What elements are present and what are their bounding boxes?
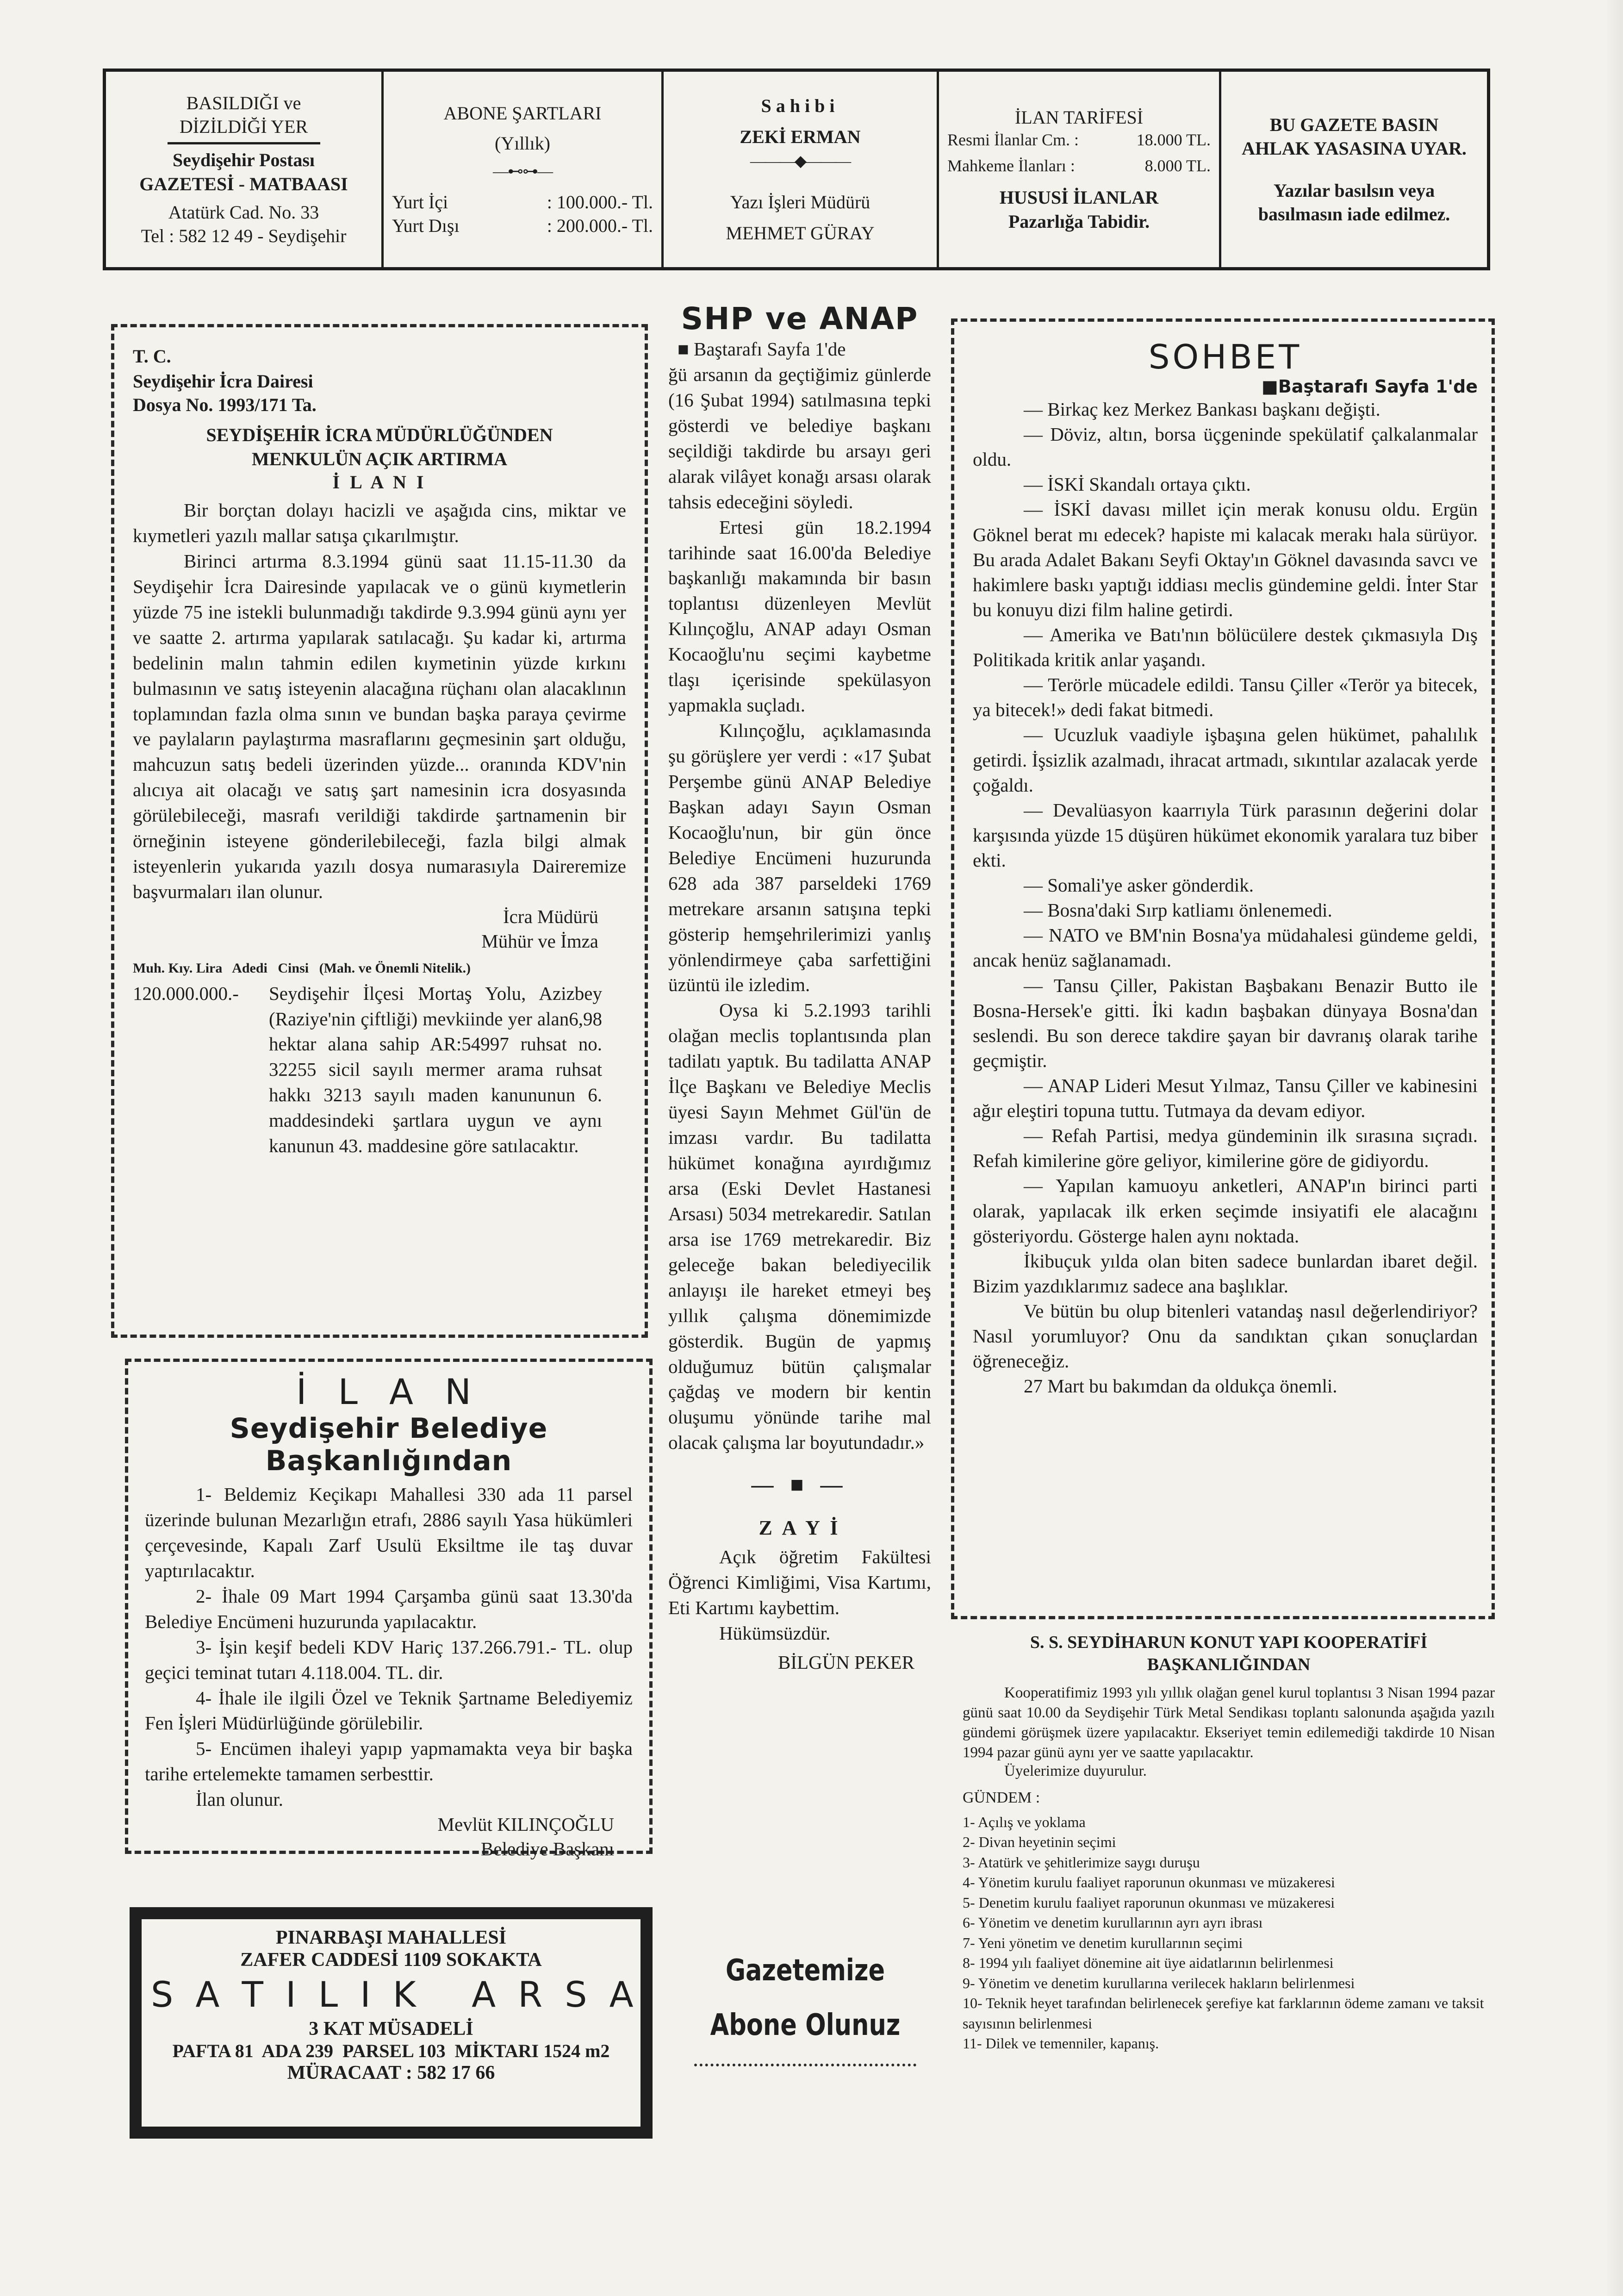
sohbet-paragraph: — Somali'ye asker gönderdik. <box>1024 874 1254 896</box>
notice-sign-name: Mevlüt KILINÇOĞLU <box>437 1814 614 1835</box>
printed-title: BASILDIĞI ve DİZİLDİĞİ YER <box>179 92 308 137</box>
icra-item-description: Seydişehir İlçesi Mortaş Yolu, Azizbey (Raziye'nin çiftliği) mevkiinde yer alan6,98 hektar alana sahip AR:54997 ruhsat no. 32255 sicil sayılı mermer arama ruhsat hakkı 3213 sayılı maden kanununun 6. maddesindeki şartlara uygun ve aynı kanunun 43. maddesine göre satılacaktır. <box>269 982 602 1157</box>
sohbet-paragraph: İkibuçuk yılda olan biten sadece bunlardan ibaret değil. Bizim yazdıklarımız sadece ana başlıklar. <box>973 1250 1478 1297</box>
notice-subtitle: Seydişehir Belediye Başkanlığından <box>230 1412 548 1477</box>
article-paragraph: Ertesi gün 18.2.1994 tarihinde saat 16.00'da Belediye başkanlığı makamında bir basın toplantısı düzenleyen Mevlüt Kılınçoğlu, ANAP adayı Osman Kocaoğlu'nu seçimi kaybetme tlaşı içerisinde spekülasyon yapmakla suçladı. <box>668 516 931 716</box>
icra-item <box>133 981 626 1159</box>
subscribe-promo <box>685 1953 926 2148</box>
icra-table-header: Muh. Kıy. Lira Adedi Cinsi (Mah. ve Önemli Nitelik.) <box>133 960 471 976</box>
notice-sign-title: Belediye Başkanı <box>480 1838 614 1860</box>
icra-body <box>133 498 626 905</box>
court-price: 8.000 TL. <box>1144 156 1211 175</box>
icra-item-value: 120.000.000.- <box>133 982 239 1004</box>
icra-org: T. C. Seydişehir İcra Dairesi <box>133 346 313 392</box>
masthead-ethics <box>1221 72 1487 267</box>
shp-anap-article <box>662 301 939 1893</box>
ad-floors: 3 KAT MÜSADELİ <box>309 2018 473 2040</box>
printed-phone: Tel : 582 12 49 - Seydişehir <box>141 225 347 246</box>
agenda-item: 9- Yönetim ve denetim kurullarına verilecek hakların belirlenmesi <box>963 1974 1355 1991</box>
lost-notice-closing: Hükümsüzdür. <box>719 1622 831 1644</box>
agenda-item: 10- Teknik heyet tarafından belirlenecek şerefiye kat farklarının ödeme zamanı ve taksit sayısının belirlenmesi <box>963 1995 1484 2032</box>
official-label: Resmi İlanlar Cm. : <box>947 131 1079 150</box>
sohbet-title: SOHBET <box>1148 337 1302 376</box>
notice-item: 3- İşin keşif bedeli KDV Hariç 137.266.791.- TL. olup geçici teminat tutarı 4.118.004. TL. dir. <box>145 1636 633 1683</box>
sohbet-paragraph: — Devalüasyon kaarrıyla Türk parasının değerini dolar karşısında yüzde 15 düşüren hükümet ekonomik yaralara tuz biber ekti. <box>973 799 1478 871</box>
private-note: Pazarlığa Tabidir. <box>1008 211 1150 232</box>
ads-official <box>947 129 1211 150</box>
article-title: SHP ve ANAP <box>681 301 919 337</box>
sohbet-paragraph: — Terörle mücadele edildi. Tansu Çiller «Terör ya bitecek, ya bitecek!» dedi fakat bitmedi. <box>973 674 1478 721</box>
editor-name: MEHMET GÜRAY <box>726 222 875 243</box>
sohbet-paragraph: Ve bütün bu olup bitenleri vatandaş nasıl değerlendiriyor? Nasıl yorumluyor? Onu da sandıktan çıkan sonuçlardan öğreneceğiz. <box>973 1300 1478 1372</box>
promo-line-1: Gazetemize <box>725 1953 885 1988</box>
subscription-title: ABONE ŞARTLARI <box>443 102 602 124</box>
sohbet-paragraph: — Amerika ve Batı'nın bölücülere destek çıkmasıyla Dış Politikada kritik anlar yaşandı. <box>973 624 1478 671</box>
domestic-price: : 100.000.- Tl. <box>547 191 653 212</box>
owner-name: ZEKİ ERMAN <box>740 126 861 148</box>
icra-signature-seal: Mühür ve İmza <box>481 930 598 952</box>
icra-file-no: Dosya No. 1993/171 Ta. <box>133 394 317 415</box>
icra-ilani: İ L A N I <box>332 472 427 493</box>
article-paragraph: Kılınçoğlu, açıklamasında şu görüşlere yer verdi : «17 Şubat Perşembe günü ANAP Belediye Başkan adayı Sayın Osman Kocaoğlu'nun, bir gün önce Belediye Encümeni huzurunda 628 ada 387 parseldeki 1769 metrekare arsanın satışına tepki gösterip hemşehrilerimizi yanlış yönlendirmeye çaba sarfettiğini üzüntü ile izledim. <box>668 720 931 996</box>
sohbet-paragraph: — Birkaç kez Merkez Bankası başkanı değişti. <box>1024 399 1380 420</box>
ornament-icon: ———◆——— <box>750 153 851 170</box>
scan-shading <box>1604 0 1623 2296</box>
icra-signature <box>133 905 626 954</box>
subscription-foreign <box>392 214 653 237</box>
notice-item: 2- İhale 09 Mart 1994 Çarşamba günü saat 13.30'da Belediye Encümeni huzurunda yapılacaktır. <box>145 1585 633 1632</box>
notice-item: 1- Beldemiz Keçikapı Mahallesi 330 ada 11 parsel üzerinde bulunan Mezarlığın etrafı, 2886 sayılı Yasa hükümleri çerçevesinde, Kapalı Zarf Usulü Eksiltme ile taş duvar yaptırılacaktır. <box>145 1484 633 1581</box>
land-for-sale-ad <box>130 1907 653 2139</box>
article-lead: ■ Baştarafı Sayfa 1'de <box>678 338 846 360</box>
cooperative-notice <box>963 1632 1495 2164</box>
municipality-notice <box>125 1359 653 1860</box>
notice-title: İ L A N <box>296 1371 482 1412</box>
subscription-domestic <box>392 190 653 214</box>
official-price: 18.000 TL. <box>1136 131 1211 150</box>
sohbet-paragraph: — Döviz, altın, borsa üçgeninde spekülatif çalkalanmalar oldu. <box>973 424 1478 470</box>
lost-notice-text: Açık öğretim Fakültesi Öğrenci Kimliğimi, Visa Kartımı, Eti Kartımı kaybettim. <box>668 1546 931 1619</box>
sohbet-paragraph: — Ucuzluk vaadiyle işbaşına gelen hükümet, pahalılık getirdi. İşsizlik azalmadı, ihracat artmadı, sıkıntılar azalacak yerde çoğaldı. <box>973 724 1478 796</box>
subscription-period: (Yıllık) <box>495 133 550 154</box>
article-paragraph: ğü arsanın da geçtiğimiz günlerde (16 Şubat 1994) satılmasına tepki gösterdi ve belediye başkanı seçildiği takdirde bu arsayı geri alarak vilâyet konağı arsası olarak tahsis edeceğini söyledi. <box>668 363 931 512</box>
agenda-item: 5- Denetim kurulu faaliyet raporunun okunması ve müzakeresi <box>963 1894 1335 1911</box>
coop-title: S. S. SEYDİHARUN KONUT YAPI KOOPERATİFİ BAŞKANLIĞINDAN <box>1030 1633 1428 1674</box>
lost-notice-title: Z A Y İ <box>759 1516 841 1540</box>
printed-company: Seydişehir Postası GAZETESİ - MATBAASI <box>139 150 348 194</box>
sohbet-paragraph: — NATO ve BM'nin Bosna'ya müdahalesi gündeme geldi, ancak henüz sağlanamadı. <box>973 924 1478 971</box>
ethics-title: BU GAZETE BASIN AHLAK YASASINA UYAR. <box>1242 114 1467 159</box>
sohbet-lead: ■Baştarafı Sayfa 1'de <box>1261 376 1478 397</box>
ornament-icon: —⊷⊶— <box>493 163 552 181</box>
icra-signature-title: İcra Müdürü <box>503 906 598 927</box>
article-paragraph: Oysa ki 5.2.1993 tarihli olağan meclis toplantısında plan tadilatı yaptık. Bu tadilatta ANAP İlçe Başkanı ve Belediye Meclis üyesi Sayın Mehmet Gül'ün de imzası vardır. Bu tadilatta hükümet konağına ayırdığımız arsa (Eski Devlet Hastanesi Arsası) 5034 metrekaredir. Satılan arsa ise 1769 metrekaredir. Biz geleceğe bakan belediyecilik anlayışı ile hareket etmeyi beş yıllık çalışma dönemimizde gösterdik. Bugün de yapmış olduğumuz bütün çalışmalar çağdaş ve modern bir kentin oluşumu yönünde tarihe mal olacak çalışma lar boyutundadır.» <box>668 999 931 1454</box>
ad-street: ZAFER CADDESİ 1109 SOKAKTA <box>240 1949 542 1971</box>
agenda-item: 3- Atatürk ve şehitlerimize saygı duruşu <box>963 1853 1200 1871</box>
ad-location: PINARBAŞI MAHALLESİ <box>275 1927 507 1948</box>
lost-notice-body <box>668 1544 931 1675</box>
divider <box>694 2064 916 2066</box>
icra-paragraph: Bir borçtan dolayı hacizli ve aşağıda cins, miktar ve kıymetleri yazılı mallar satışa çıkarılmıştır. <box>133 499 626 546</box>
ethics-note: Yazılar basılsın veya basılmasın iade edilmez. <box>1258 180 1450 225</box>
foreign-price: : 200.000.- Tl. <box>547 215 653 236</box>
sohbet-paragraph: — İSKİ davası millet için merak konusu oldu. Ergün Göknel berat mı edecek? hapiste mi kalacak merakı hala sürüyor. Bu arada Adalet Bakanı Seyfi Oktay'ın Göknel davasında savcı ve hakimlere baskı yaptığı iddiası meclis gündemine geldi. İnter Star bu konuyu dizi film haline getirdi. <box>973 499 1478 620</box>
printed-address: Atatürk Cad. No. 33 <box>168 201 319 223</box>
agenda-item: 7- Yeni yönetim ve denetim kurullarının seçimi <box>963 1934 1243 1951</box>
private-title: HUSUSİ İLANLAR <box>999 187 1159 208</box>
coop-agenda <box>963 1812 1495 2054</box>
agenda-item: 11- Dilek ve temenniler, kapanış. <box>963 2035 1159 2052</box>
ad-parcel: PAFTA 81 ADA 239 PARSEL 103 MİKTARI 1524 m2 <box>172 2040 610 2061</box>
promo-line-2: Abone Olunuz <box>710 2008 901 2042</box>
masthead-printed <box>106 72 384 267</box>
ad-contact: MÜRACAAT : 582 17 66 <box>287 2062 495 2084</box>
masthead-subscription <box>384 72 664 267</box>
sohbet-column <box>951 318 1495 1619</box>
coop-note: Üyelerimize duyurulur. <box>1004 1762 1147 1779</box>
domestic-label: Yurt İçi <box>392 191 448 212</box>
coop-paragraph: Kooperatifimiz 1993 yılı yıllık olağan genel kurul toplantısı 3 Nisan 1994 pazar günü saat 10.00 da Seydişehir Türk Metal Sendikası toplantı salonunda aşağıda yazılı gündemi görüşmek üzere yapılacaktır. Ekseriyet temin edilemediği takdirde 10 Nisan 1994 pazar günü aynı yer ve saatte yapılacaktır. <box>963 1685 1495 1761</box>
article-separator: — ■ — <box>751 1472 848 1497</box>
sohbet-paragraph: — Refah Partisi, medya gündeminin ilk sırasına sıçradı. Refah kimilerine göre geliyor, kimilerine göre de gidiyordu. <box>973 1125 1478 1172</box>
sohbet-paragraph: — Yapılan kamuoyu anketleri, ANAP'ın birinci parti olarak, yapılacak ilk erken seçimde insiyatifi ele alacağını gösteriyordu. Gösterge halen aynı noktada. <box>973 1175 1478 1247</box>
owner-title: Sahibi <box>761 95 839 116</box>
ads-court <box>947 155 1211 176</box>
sohbet-paragraph: — ANAP Lideri Mesut Yılmaz, Tansu Çiller ve kabinesini ağır eleştiri topuna tuttu. Tutmaya da devam ediyor. <box>973 1074 1478 1122</box>
divider <box>168 142 320 144</box>
coop-agenda-title: GÜNDEM : <box>963 1789 1040 1806</box>
foreign-label: Yurt Dışı <box>392 215 460 236</box>
masthead <box>103 69 1490 270</box>
sohbet-paragraph: — İSKİ Skandalı ortaya çıktı. <box>1024 474 1251 495</box>
sohbet-body <box>973 397 1478 1398</box>
ad-title: S A T I L I K A R S A <box>151 1974 639 2015</box>
sohbet-paragraph: — Bosna'daki Sırp katliamı önlenemedi. <box>1024 899 1332 921</box>
masthead-ads <box>939 72 1221 267</box>
agenda-item: 1- Açılış ve yoklama <box>963 1813 1086 1830</box>
icra-notice <box>111 324 648 1338</box>
icra-paragraph: Birinci artırma 8.3.1994 günü saat 11.15-11.30 da Seydişehir İcra Dairesinde yapılacak ve o günü kıymetlerin yüzde 75 ine istekli bulunmadığı takdirde 9.3.994 günü aynı yer ve saatte 2. artırma yapılarak satılacağı. Şu kadar ki, artırma bedelinin malın tahmin edilen kıymetinin yüzde kırkını bulmasının ve satış isteyenin alacağına rüçhanı olan alacaklının toplamından fazla olma sının ve bundan başka paraya çevirme ve paylaların paylaştırma masraflarını geçmesinin şart olduğu, mahcuzun satış bedeli üzerinden yüzde... oranında KDV'nin alıcıya ait olacağı ve satış şart namesinin icra dosyasında görülebileceği, masrafı verildiği takdirde şartnamenin bir örneğinin isteyene gönderilebileceği, fazla bilgi almak isteyenlerin yukarıda yazılı dosya numarasıyla Daireremize başvurmaları ilan olunur. <box>133 550 626 903</box>
icra-heading: SEYDİŞEHİR İCRA MÜDÜRLÜĞÜNDEN MENKULÜN AÇIK ARTIRMA <box>206 424 553 469</box>
masthead-owner <box>664 72 939 267</box>
agenda-item: 6- Yönetim ve denetim kurullarının ayrı ayrı ibrası <box>963 1914 1263 1931</box>
agenda-item: 8- 1994 yılı faaliyet dönemine ait üye aidatlarının belirlenmesi <box>963 1954 1334 1972</box>
editor-title: Yazı İşleri Müdürü <box>730 191 871 212</box>
agenda-item: 4- Yönetim kurulu faaliyet raporunun okunması ve müzakeresi <box>963 1874 1335 1891</box>
agenda-item: 2- Divan heyetinin seçimi <box>963 1834 1116 1851</box>
notice-closing: İlan olunur. <box>196 1789 284 1810</box>
lost-notice-name: BİLGÜN PEKER <box>778 1652 914 1673</box>
court-label: Mahkeme İlanları : <box>947 156 1075 175</box>
sohbet-paragraph: — Tansu Çiller, Pakistan Başbakanı Benazir Butto ile Bosna-Hersek'e gitti. İki kadın başbakan dünyaya Bosna'dan seslendi. Bu son derece takdire şayan bir davranış olarak tarihe geçmiştir. <box>973 974 1478 1071</box>
ads-title: İLAN TARİFESİ <box>1014 107 1144 128</box>
sohbet-paragraph: 27 Mart bu bakımdan da oldukça önemli. <box>1024 1375 1337 1397</box>
notice-item: 4- İhale ile ilgili Özel ve Teknik Şartname Belediyemiz Fen İşleri Müdürlüğünde görülebilir. <box>145 1687 633 1734</box>
article-body <box>668 337 931 1455</box>
notice-item: 5- Encümen ihaleyi yapıp yapmamakta veya bir başka tarihe ertelemekte tamamen serbesttir. <box>145 1738 633 1785</box>
notice-items <box>145 1482 633 1812</box>
notice-signature <box>145 1812 633 1862</box>
